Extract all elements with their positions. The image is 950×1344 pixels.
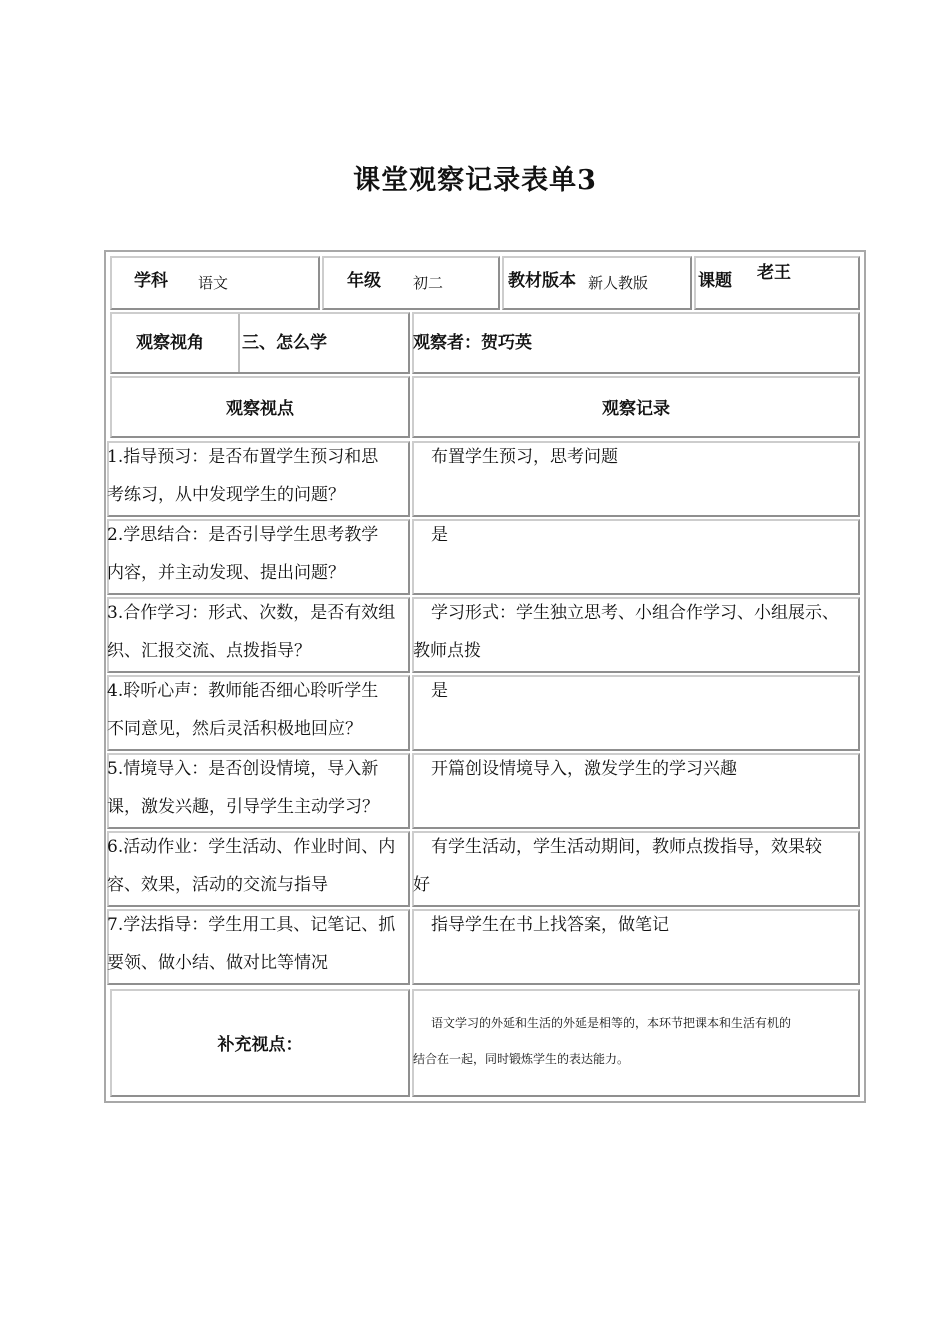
point-line: 考练习，从中发现学生的问题？: [107, 485, 345, 505]
point-line: 7.学法指导：学生用工具、记笔记、抓: [107, 915, 396, 935]
point-line: 3.合作学习：形式、次数，是否有效组: [107, 603, 396, 623]
observation-point: [107, 828, 412, 904]
point-line: 2.学思结合：是否引导学生思考教学: [107, 525, 379, 545]
supplement-line: 结合在一起，同时锻炼学生的表达能力。: [413, 1052, 630, 1066]
topic-value: 老王: [757, 263, 791, 283]
point-line: 5.情境导入：是否创设情境，导入新: [107, 759, 379, 779]
point-line: 4.聆听心声：教师能否细心聆听学生: [107, 681, 379, 701]
observation-record: [413, 516, 865, 554]
observation-record: [413, 906, 865, 944]
point-line: 6.活动作业：学生活动、作业时间、内: [107, 837, 396, 857]
grade-label: 年级: [347, 271, 381, 291]
record-line: 是: [431, 525, 448, 545]
observation-point: [107, 594, 412, 670]
grade-value: 初二: [413, 274, 444, 292]
subject-value: 语文: [198, 274, 229, 292]
perspective-label: 观察视角: [136, 333, 204, 353]
record-line: 布置学生预习，思考问题: [431, 447, 618, 467]
points-header: 观察视点: [226, 399, 294, 419]
observer-name: 观察者：贺巧英: [413, 333, 532, 353]
page-title: 课堂观察记录表单3: [353, 165, 597, 196]
point-line: 要领、做小结、做对比等情况: [107, 953, 328, 973]
observation-point: [107, 672, 412, 748]
divider: [238, 314, 240, 372]
edition-label: 教材版本: [508, 271, 576, 291]
point-line: 不同意见，然后灵活积极地回应？: [107, 719, 362, 739]
observation-point: [107, 750, 412, 826]
records-header: 观察记录: [602, 399, 670, 419]
record-line: 有学生活动，学生活动期间，教师点拨指导，效果较: [431, 837, 822, 857]
point-line: 织、汇报交流、点拨指导？: [107, 641, 311, 661]
record-line: 开篇创设情境导入，激发学生的学习兴趣: [431, 759, 737, 779]
supplement-text: [413, 1005, 865, 1077]
observation-record: [413, 672, 865, 710]
supplement-line: 语文学习的外延和生活的外延是相等的，本环节把课本和生活有机的: [431, 1016, 792, 1030]
point-line: 1.指导预习：是否布置学生预习和思: [107, 447, 379, 467]
observation-point: [107, 438, 412, 514]
edition-value: 新人教版: [588, 274, 649, 292]
observation-record: [413, 438, 865, 476]
observation-record: [413, 594, 865, 670]
topic-label: 课题: [698, 271, 732, 291]
observation-record: [413, 750, 865, 788]
record-line: 学习形式：学生独立思考、小组合作学习、小组展示、: [431, 603, 839, 623]
record-line: 指导学生在书上找答案，做笔记: [431, 915, 669, 935]
observation-point: [107, 516, 412, 592]
record-line: 是: [431, 681, 448, 701]
observation-record: [413, 828, 865, 904]
record-line: 好: [413, 875, 430, 895]
subject-label: 学科: [134, 271, 168, 291]
supplement-label: 补充视点：: [217, 1035, 303, 1055]
perspective-value: 三、怎么学: [242, 333, 327, 353]
point-line: 容、效果，活动的交流与指导: [107, 875, 328, 895]
point-line: 内容，并主动发现、提出问题？: [107, 563, 345, 583]
observation-point: [107, 906, 412, 982]
record-line: 教师点拨: [413, 641, 481, 661]
point-line: 课，激发兴趣，引导学生主动学习？: [107, 797, 379, 817]
